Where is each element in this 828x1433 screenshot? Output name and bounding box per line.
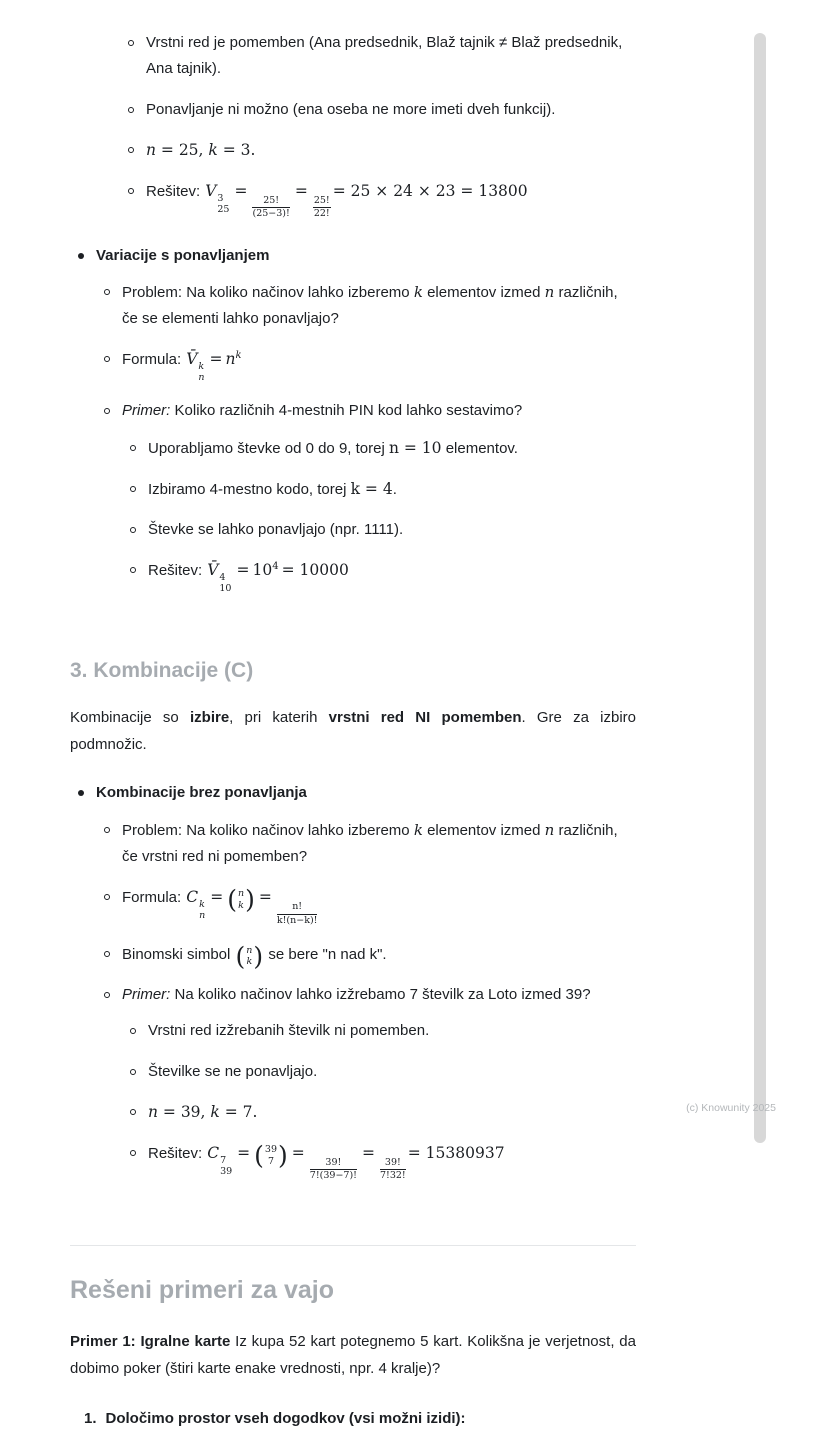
list-item bbox=[104, 279, 636, 333]
bullet-icon bbox=[130, 486, 136, 492]
document-content bbox=[70, 30, 636, 1433]
list-item-text bbox=[122, 346, 636, 384]
math-sub: n bbox=[198, 372, 205, 384]
list-item bbox=[130, 1099, 636, 1126]
fraction-denominator: 7!32! bbox=[379, 1170, 406, 1182]
paren-right: ) bbox=[278, 1141, 288, 1171]
bullet-icon bbox=[104, 289, 110, 295]
list-item bbox=[104, 398, 636, 609]
math-var: C bbox=[186, 888, 199, 907]
math-eq: = bbox=[210, 888, 224, 907]
bold-segment: izbire bbox=[189, 709, 230, 727]
resitev-label: Rešitev: bbox=[148, 562, 203, 580]
list-item bbox=[130, 435, 636, 462]
text-segment: elementov izmed bbox=[422, 283, 545, 301]
paren-left: ( bbox=[235, 941, 246, 971]
list-item bbox=[130, 476, 636, 503]
math-supsub bbox=[198, 362, 204, 384]
math-var: k bbox=[208, 140, 218, 159]
text-segment: . Gre za izbiro podmnožic. bbox=[70, 709, 637, 754]
math-eq: = bbox=[258, 888, 272, 907]
math-inline bbox=[146, 141, 255, 159]
math-fraction bbox=[313, 195, 331, 221]
kombinacije-brez-ponavljanja-list bbox=[70, 780, 636, 1210]
math-sup: 3 bbox=[217, 193, 224, 204]
math-formula bbox=[207, 561, 352, 595]
resitev-label: Rešitev: bbox=[148, 1145, 203, 1163]
bold-segment: Primer 1: Igralne karte bbox=[70, 1333, 231, 1351]
math-supsub bbox=[219, 573, 231, 595]
math-sub: 10 bbox=[219, 583, 232, 595]
list-item-text bbox=[146, 178, 636, 221]
math-var: n bbox=[544, 282, 555, 301]
bullet-icon bbox=[130, 1150, 136, 1156]
fraction-numerator: 25! bbox=[252, 195, 289, 208]
text-segment: Problem: Na koliko načinov lahko izberemo bbox=[122, 821, 414, 839]
fraction-numerator: 39! bbox=[310, 1157, 357, 1170]
math-var: n bbox=[146, 140, 156, 159]
bullet-icon bbox=[130, 1109, 136, 1115]
bullet-icon bbox=[104, 408, 110, 414]
fraction-denominator: (25−3)! bbox=[252, 208, 290, 220]
math-text: = 3. bbox=[217, 140, 256, 159]
text-segment: različnih, če se elementi lahko ponavljajo? bbox=[122, 283, 618, 328]
list-item bbox=[130, 1059, 636, 1085]
fraction-numerator: 39! bbox=[380, 1157, 406, 1170]
section-divider bbox=[70, 1245, 636, 1246]
list-item-text: Vrstni red izžrebanih številk ni pomemben. bbox=[148, 1022, 430, 1040]
math-fraction bbox=[310, 1157, 357, 1183]
bullet-icon bbox=[130, 567, 136, 573]
text-segment: Binomski simbol bbox=[122, 945, 235, 963]
variacije-brez-ponavljanja-sublist bbox=[70, 30, 636, 221]
watermark: (c) Knowunity 2025 bbox=[686, 1102, 776, 1114]
math-text: = 7. bbox=[219, 1102, 258, 1121]
paren-left: ( bbox=[227, 885, 237, 915]
math-fraction bbox=[252, 195, 289, 221]
math-inline bbox=[148, 1103, 257, 1121]
list-item-text: Številke se ne ponavljajo. bbox=[148, 1062, 318, 1080]
list-item bbox=[128, 30, 636, 83]
formula-label: Formula: bbox=[122, 351, 182, 369]
binomial-top: n bbox=[246, 945, 253, 957]
kombinacije-intro-paragraph bbox=[70, 704, 636, 758]
binomial-symbol bbox=[235, 941, 264, 971]
text-segment: Izbiramo 4-mestno kodo, torej bbox=[148, 480, 351, 498]
sublist bbox=[122, 1018, 636, 1182]
formula-label: Formula: bbox=[122, 889, 182, 907]
numbered-step-1 bbox=[70, 1406, 636, 1432]
math-inline: n = 10 bbox=[388, 438, 442, 457]
list-item-text bbox=[122, 279, 636, 333]
bullet-icon bbox=[128, 188, 134, 194]
list-item-text bbox=[148, 476, 636, 503]
list-item-text: Vrstni red je pomemben (Ana predsednik, Blaž tajnik ≠ Blaž predsednik, Ana tajnik). bbox=[146, 34, 623, 78]
fraction-numerator: n! bbox=[277, 901, 318, 914]
step-number: 1. bbox=[84, 1410, 97, 1428]
text-segment: elementov. bbox=[441, 439, 518, 457]
bullet-icon bbox=[104, 827, 110, 833]
math-supsub bbox=[217, 194, 229, 216]
math-var: n bbox=[148, 1102, 158, 1121]
text-segment: , pri katerih bbox=[229, 709, 329, 727]
section-heading-kombinacije: 3. Kombinacije (C) bbox=[70, 659, 254, 683]
binomial-column bbox=[245, 945, 253, 968]
math-text: = 25, bbox=[155, 140, 209, 159]
list-item-text bbox=[148, 1099, 636, 1126]
step-text: Določimo prostor vseh dogodkov (vsi možni izidi): bbox=[105, 1410, 466, 1428]
list-item bbox=[130, 517, 636, 543]
fraction-denominator: 22! bbox=[313, 208, 330, 220]
math-var: k bbox=[413, 282, 423, 301]
math-fraction bbox=[277, 901, 318, 927]
list-item-text bbox=[96, 780, 636, 1210]
resitev-label: Rešitev: bbox=[146, 183, 201, 200]
primer-label: Primer: bbox=[122, 986, 171, 1004]
list-item-text bbox=[122, 817, 636, 871]
math-inline: k = 4 bbox=[350, 479, 393, 498]
bullet-icon bbox=[104, 894, 110, 900]
scrollbar-thumb[interactable] bbox=[754, 33, 766, 1143]
binomial-symbol bbox=[254, 1141, 288, 1171]
bullet-icon bbox=[104, 992, 110, 998]
binomial-bottom: k bbox=[238, 899, 244, 911]
sublist bbox=[96, 817, 636, 1197]
list-item bbox=[130, 1018, 636, 1044]
list-item bbox=[104, 941, 636, 971]
binomial-symbol bbox=[227, 885, 255, 915]
binomial-column bbox=[264, 1144, 278, 1167]
primer-label: Primer: bbox=[122, 402, 171, 420]
primer1-paragraph bbox=[70, 1328, 636, 1382]
math-formula bbox=[186, 885, 319, 926]
math-text: = 10000 bbox=[281, 561, 349, 580]
math-formula bbox=[186, 350, 242, 384]
list-item bbox=[128, 137, 636, 164]
math-formula bbox=[207, 1141, 505, 1182]
list-item-text bbox=[122, 398, 636, 609]
math-var: V bbox=[205, 182, 217, 200]
text-segment: Na koliko načinov lahko izžrebamo 7 številk za Loto izmed 39? bbox=[170, 986, 591, 1004]
list-item bbox=[78, 243, 636, 623]
list-item bbox=[78, 780, 636, 1210]
bullet-title: Kombinacije brez ponavljanja bbox=[96, 784, 307, 802]
math-sup: 4 bbox=[272, 561, 279, 573]
math-sub: n bbox=[199, 910, 206, 922]
math-supsub bbox=[220, 1156, 232, 1178]
math-eq: = bbox=[237, 1144, 251, 1163]
bullet-icon bbox=[78, 790, 84, 796]
fraction-denominator: 7!(39−7)! bbox=[309, 1170, 357, 1182]
math-sub: 25 bbox=[217, 203, 230, 215]
bullet-icon bbox=[128, 107, 134, 113]
math-var: V̄ bbox=[207, 561, 219, 580]
bullet-title: Variacije s ponavljanjem bbox=[96, 246, 270, 264]
math-formula bbox=[205, 182, 528, 220]
list-item-text bbox=[122, 884, 636, 927]
text-segment: Kombinacije so bbox=[70, 709, 190, 727]
list-item-text bbox=[146, 137, 636, 164]
math-eq: = bbox=[361, 1144, 375, 1163]
math-sup: 7 bbox=[220, 1155, 227, 1167]
paren-right: ) bbox=[253, 941, 264, 971]
math-inline bbox=[235, 941, 265, 971]
bullet-icon bbox=[128, 40, 134, 46]
math-sup: k bbox=[198, 361, 205, 373]
math-eq: = bbox=[291, 1144, 305, 1163]
math-var: V̄ bbox=[186, 350, 198, 369]
list-item-text bbox=[96, 243, 636, 623]
text-segment: Koliko različnih 4-mestnih PIN kod lahko sestavimo? bbox=[170, 402, 523, 420]
list-item bbox=[128, 97, 636, 123]
math-eq: = bbox=[209, 350, 223, 369]
text-segment: Uporabljamo števke od 0 do 9, torej bbox=[148, 439, 389, 457]
paren-left: ( bbox=[254, 1141, 264, 1171]
text-segment: . bbox=[392, 480, 397, 498]
text-segment: elementov izmed bbox=[422, 821, 545, 839]
bullet-icon bbox=[104, 951, 110, 957]
sublist bbox=[96, 279, 636, 609]
bullet-icon bbox=[78, 253, 84, 259]
math-supsub bbox=[199, 900, 205, 922]
math-var: C bbox=[207, 1144, 220, 1163]
math-text: 10 bbox=[252, 561, 273, 580]
list-item bbox=[104, 346, 636, 384]
list-item bbox=[130, 557, 636, 595]
list-item-text bbox=[148, 557, 636, 595]
list-item-text bbox=[122, 941, 636, 971]
math-eq: = bbox=[236, 561, 250, 580]
list-item-text bbox=[148, 1140, 636, 1183]
bullet-icon bbox=[104, 356, 110, 362]
math-sup: k bbox=[235, 350, 242, 362]
binomial-top: n bbox=[237, 888, 245, 900]
math-eq: = bbox=[234, 182, 248, 200]
binomial-top: 39 bbox=[264, 1144, 278, 1156]
bullet-icon bbox=[130, 445, 136, 451]
math-text: = 15380937 bbox=[407, 1144, 505, 1163]
fraction-denominator: k!(n−k)! bbox=[276, 914, 318, 926]
bold-segment: vrstni red NI pomemben bbox=[328, 709, 522, 727]
list-item bbox=[104, 817, 636, 871]
math-sup: k bbox=[199, 899, 205, 911]
text-segment: Iz kupa 52 kart potegnemo 5 kart. Kolikšna je verjetnost, da dobimo poker (štiri karte enake vrednosti, npr. 4 kralje)? bbox=[70, 1333, 636, 1378]
list-item-text bbox=[122, 982, 636, 1197]
math-var: n bbox=[225, 350, 236, 369]
fraction-numerator: 25! bbox=[313, 195, 331, 208]
sublist bbox=[122, 435, 636, 596]
text-segment: različnih, če vrstni red ni pomemben? bbox=[122, 821, 618, 865]
binomial-bottom: 7 bbox=[267, 1155, 274, 1167]
list-item-text: Ponavljanje ni možno (ena oseba ne more imeti dveh funkcij). bbox=[146, 100, 556, 118]
binomial-column bbox=[237, 888, 245, 911]
page-heading-reseni-primeri: Rešeni primeri za vajo bbox=[70, 1275, 335, 1304]
math-var: k bbox=[413, 820, 423, 839]
math-eq: = bbox=[294, 182, 308, 200]
math-var: k bbox=[210, 1102, 220, 1121]
math-text: = 39, bbox=[157, 1102, 211, 1121]
paren-right: ) bbox=[245, 885, 255, 915]
list-item bbox=[104, 982, 636, 1197]
list-item-text bbox=[148, 435, 636, 462]
math-var: n bbox=[544, 820, 555, 839]
bullet-icon bbox=[128, 147, 134, 153]
math-fraction bbox=[380, 1157, 406, 1183]
math-sub: 39 bbox=[220, 1166, 233, 1178]
bullet-icon bbox=[130, 1028, 136, 1034]
list-item bbox=[128, 178, 636, 221]
text-segment: Problem: Na koliko načinov lahko izberemo bbox=[122, 283, 414, 301]
text-segment: se bere "n nad k". bbox=[264, 945, 387, 963]
list-item bbox=[130, 1140, 636, 1183]
variacije-s-ponavljanjem-list bbox=[70, 243, 636, 623]
list-item bbox=[104, 884, 636, 927]
math-sup: 4 bbox=[219, 572, 226, 584]
binomial-bottom: k bbox=[246, 956, 253, 968]
list-item-text: Števke se lahko ponavljajo (npr. 1111). bbox=[148, 521, 404, 539]
math-text: = 25 × 24 × 23 = 13800 bbox=[332, 182, 528, 200]
bullet-icon bbox=[130, 527, 136, 533]
bullet-icon bbox=[130, 1069, 136, 1075]
